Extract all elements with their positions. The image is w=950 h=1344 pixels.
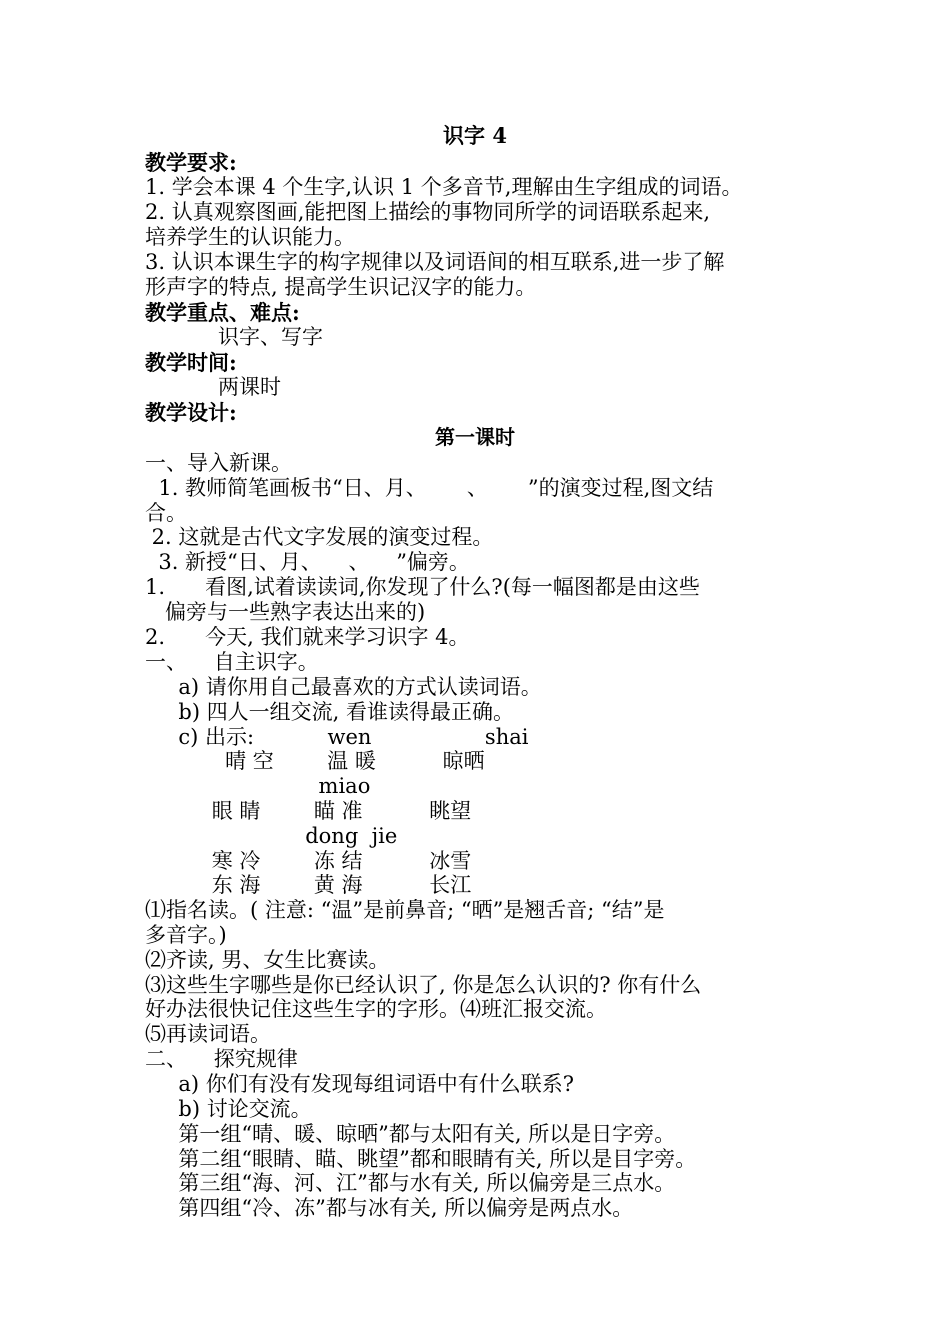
step-line: 多音字。)	[145, 923, 227, 947]
requirement-line: 2. 认真观察图画,能把图上描绘的事物同所学的词语联系起来,	[145, 200, 711, 224]
word-table-line: c) 出示: wen shai	[145, 725, 529, 749]
step-line: ⑸再读词语。	[145, 1022, 271, 1046]
lesson-heading: 第一课时	[435, 425, 515, 449]
intro-line: 偏旁与一些熟字表达出来的)	[145, 600, 426, 624]
explore-line: 二、 探究规律	[145, 1047, 298, 1071]
word-table-line: 眼 睛 瞄 准 眺望	[145, 799, 472, 823]
word-table-line: 晴 空 温 暖 晾晒	[145, 749, 485, 773]
word-table-line: 寒 冷 冻 结 冰雪	[145, 849, 472, 873]
requirement-line: 培养学生的认识能力。	[145, 225, 355, 249]
intro-line: 1. 看图,试着读读词,你发现了什么?(每一幅图都是由这些	[145, 575, 700, 599]
requirement-line: 1. 学会本课 4 个生字,认识 1 个多音节,理解由生字组成的词语。	[145, 175, 743, 199]
step-line: ⑶这些生字哪些是你已经认识了, 你是怎么认识的? 你有什么	[145, 973, 702, 997]
intro-line: 一、导入新课。	[145, 451, 292, 475]
intro-line: 1. 教师简笔画板书“日、月、 、 ”的演变过程,图文结	[145, 476, 714, 500]
word-table-line: miao	[145, 774, 371, 798]
explore-line: 第三组“海、河、江”都与水有关, 所以偏旁是三点水。	[145, 1171, 676, 1195]
document-title: 识字 4	[443, 123, 507, 148]
explore-line: b) 讨论交流。	[145, 1097, 312, 1121]
explore-line: 第二组“眼睛、瞄、眺望”都和眼睛有关, 所以是目字旁。	[145, 1147, 697, 1171]
word-table-line: dong jie	[145, 824, 398, 848]
explore-line: 第四组“冷、冻”都与冰有关, 所以偏旁是两点水。	[145, 1196, 634, 1220]
key-points-text: 识字、写字	[218, 325, 323, 349]
requirements-heading: 教学要求:	[145, 150, 237, 175]
key-points-heading: 教学重点、难点:	[145, 300, 300, 325]
step-line: ⑵齐读, 男、女生比赛读。	[145, 948, 390, 972]
explore-line: a) 你们有没有发现每组词语中有什么联系?	[145, 1072, 575, 1096]
intro-line: 2. 今天, 我们就来学习识字 4。	[145, 625, 470, 649]
time-heading: 教学时间:	[145, 350, 237, 375]
time-text: 两课时	[218, 375, 281, 399]
self-study-line: 一、 自主识字。	[145, 650, 319, 674]
intro-line: 合。	[145, 501, 187, 525]
step-line: ⑴指名读。( 注意: “温”是前鼻音; “晒”是翘舌音; “结”是	[145, 898, 665, 922]
explore-line: 第一组“晴、暖、晾晒”都与太阳有关, 所以是日字旁。	[145, 1122, 676, 1146]
word-table-line: 东 海 黄 海 长江	[145, 873, 472, 897]
design-heading: 教学设计:	[145, 400, 237, 425]
step-line: 好办法很快记住这些生字的字形。⑷班汇报交流。	[145, 997, 607, 1021]
requirement-line: 3. 认识本课生字的构字规律以及词语间的相互联系,进一步了解	[145, 250, 725, 274]
requirement-line: 形声字的特点, 提高学生识记汉字的能力。	[145, 275, 537, 299]
intro-line: 3. 新授“日、月、 、 ”偏旁。	[145, 550, 470, 574]
self-study-line: b) 四人一组交流, 看谁读得最正确。	[145, 700, 515, 724]
intro-line: 2. 这就是古代文字发展的演变过程。	[145, 525, 494, 549]
self-study-line: a) 请你用自己最喜欢的方式认读词语。	[145, 675, 542, 699]
